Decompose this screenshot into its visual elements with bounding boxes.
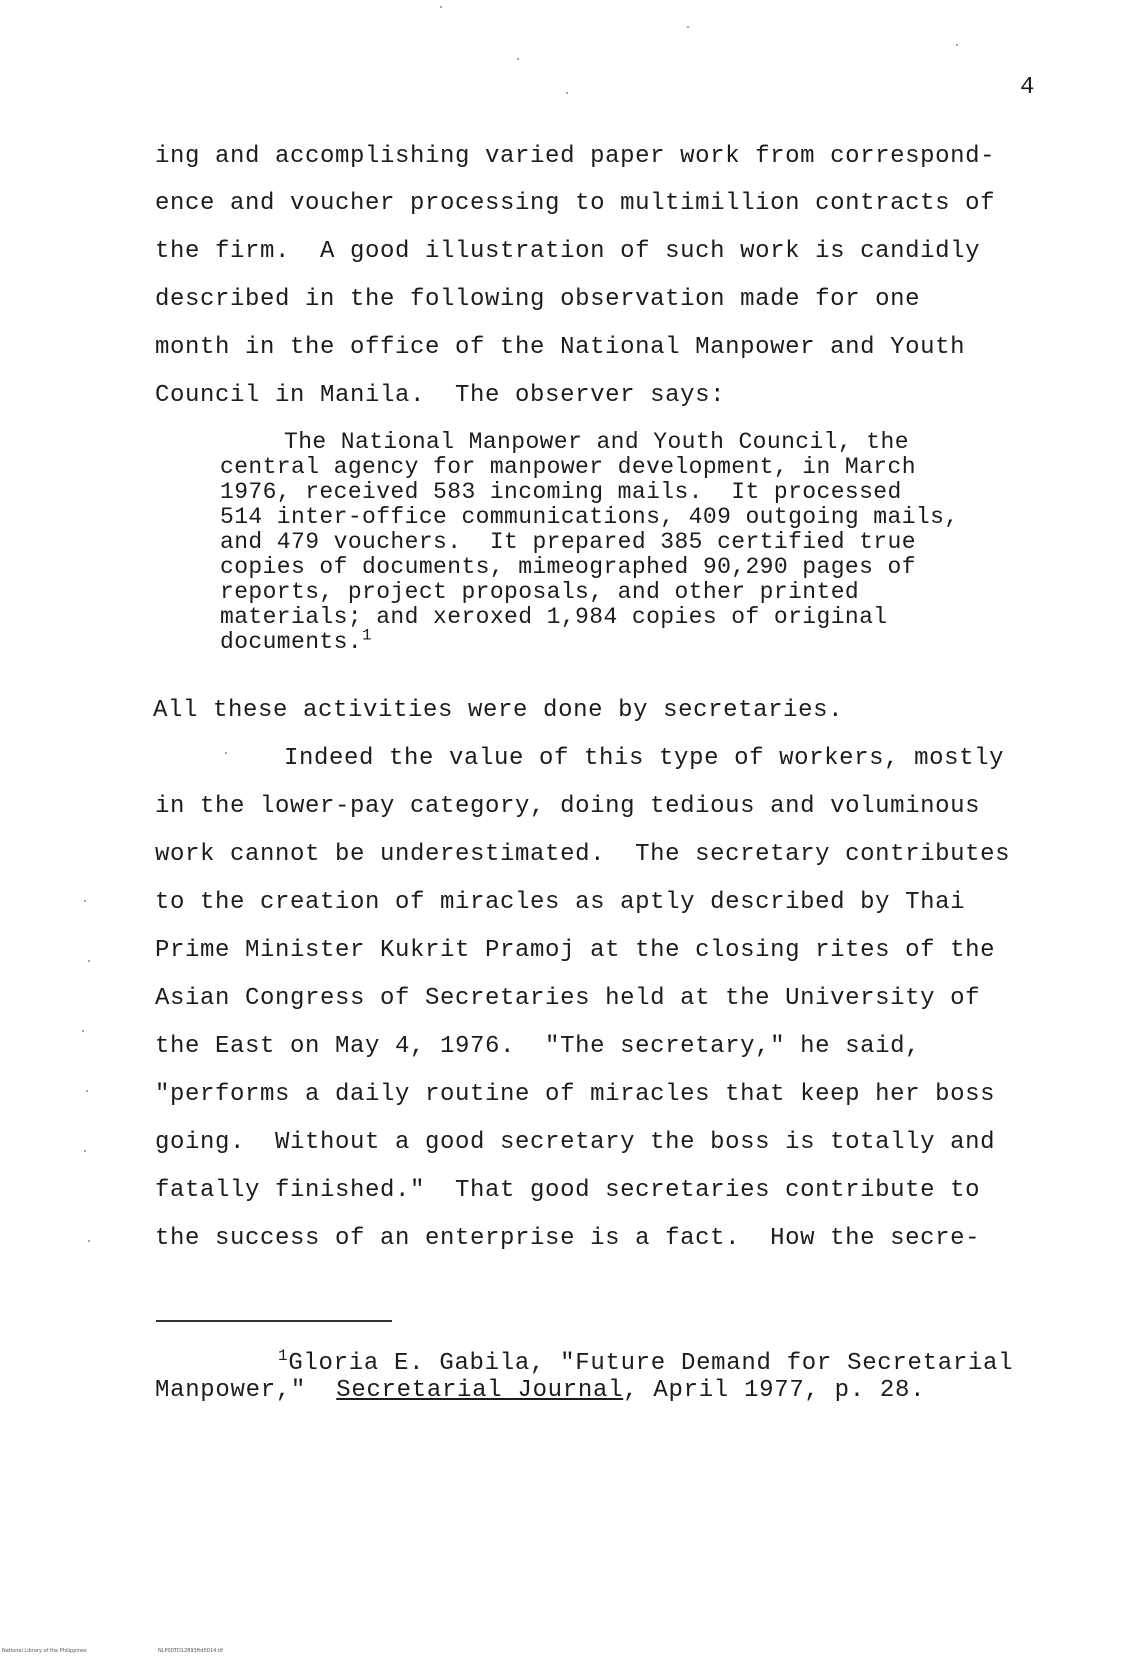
body-line: work cannot be underestimated. The secretary contributes: [155, 841, 1011, 868]
page-number: 4: [1020, 74, 1035, 101]
footnote-marker: 1: [278, 1347, 289, 1365]
footnote-text: , April 1977, p. 28.: [623, 1377, 926, 1404]
footnote-divider: [156, 1320, 392, 1322]
scan-speck: [88, 1240, 90, 1242]
scan-speck: [956, 44, 958, 46]
body-line: Indeed the value of this type of workers, mostly: [284, 745, 1005, 772]
scan-speck: [82, 1030, 84, 1032]
body-line: to the creation of miracles as aptly described by Thai: [155, 889, 966, 916]
scan-library-label: National Library of the Philippines: [2, 1648, 87, 1654]
body-line: going. Without a good secretary the boss is totally and: [155, 1129, 996, 1156]
quote-line: reports, project proposals, and other printed: [220, 579, 860, 605]
scan-speck: [440, 6, 442, 8]
quote-line: [220, 626, 373, 655]
scan-speck: [566, 92, 568, 94]
body-line: Council in Manila. The observer says:: [155, 382, 726, 409]
footnote-line: [278, 1347, 1014, 1378]
body-line: ing and accomplishing varied paper work from correspond-: [155, 143, 996, 170]
scan-file-id: NLP00TD12893ftd0014.tif: [158, 1648, 223, 1654]
body-line: fatally finished." That good secretaries contribute to: [155, 1177, 981, 1204]
body-line: the East on May 4, 1976. "The secretary," he said,: [155, 1033, 921, 1060]
quote-line: materials; and xeroxed 1,984 copies of original: [220, 604, 888, 630]
footnote-text: Manpower,": [155, 1377, 337, 1404]
body-line: "performs a daily routine of miracles that keep her boss: [155, 1081, 996, 1108]
body-line: in the lower-pay category, doing tedious and voluminous: [155, 793, 981, 820]
quote-line: copies of documents, mimeographed 90,290 pages of: [220, 554, 916, 580]
footnote-text: Gloria E. Gabila, "Future Demand for Secretarial: [288, 1350, 1014, 1377]
quote-line: central agency for manpower development, in March: [220, 454, 916, 480]
body-line: All these activities were done by secretaries.: [153, 697, 844, 724]
scan-speck: [84, 1150, 86, 1152]
scan-speck: [84, 900, 86, 902]
scan-speck: [225, 752, 227, 754]
quote-line: 1976, received 583 incoming mails. It processed: [220, 479, 902, 505]
quote-line: and 479 vouchers. It prepared 385 certified true: [220, 529, 916, 555]
footnote-journal-title: Secretarial Journal: [336, 1377, 624, 1404]
body-line: ence and voucher processing to multimillion contracts of: [155, 190, 996, 217]
body-line: month in the office of the National Manpower and Youth: [155, 334, 966, 361]
body-line: Asian Congress of Secretaries held at the University of: [155, 985, 981, 1012]
body-line: described in the following observation made for one: [155, 286, 921, 313]
scan-speck: [517, 58, 519, 60]
body-line: Prime Minister Kukrit Pramoj at the closing rites of the: [155, 937, 996, 964]
scan-speck: [88, 960, 90, 962]
quote-line: The National Manpower and Youth Council, the: [284, 429, 909, 455]
body-line: the success of an enterprise is a fact. How the secre-: [155, 1225, 981, 1252]
body-line: the firm. A good illustration of such work is candidly: [155, 238, 981, 265]
footnote-line: [155, 1377, 925, 1405]
scan-speck: [86, 1090, 88, 1092]
footnote-reference: 1: [362, 626, 373, 645]
quote-line-text: documents.: [220, 629, 363, 655]
scan-speck: [687, 26, 689, 28]
quote-line: 514 inter-office communications, 409 outgoing mails,: [220, 504, 959, 530]
